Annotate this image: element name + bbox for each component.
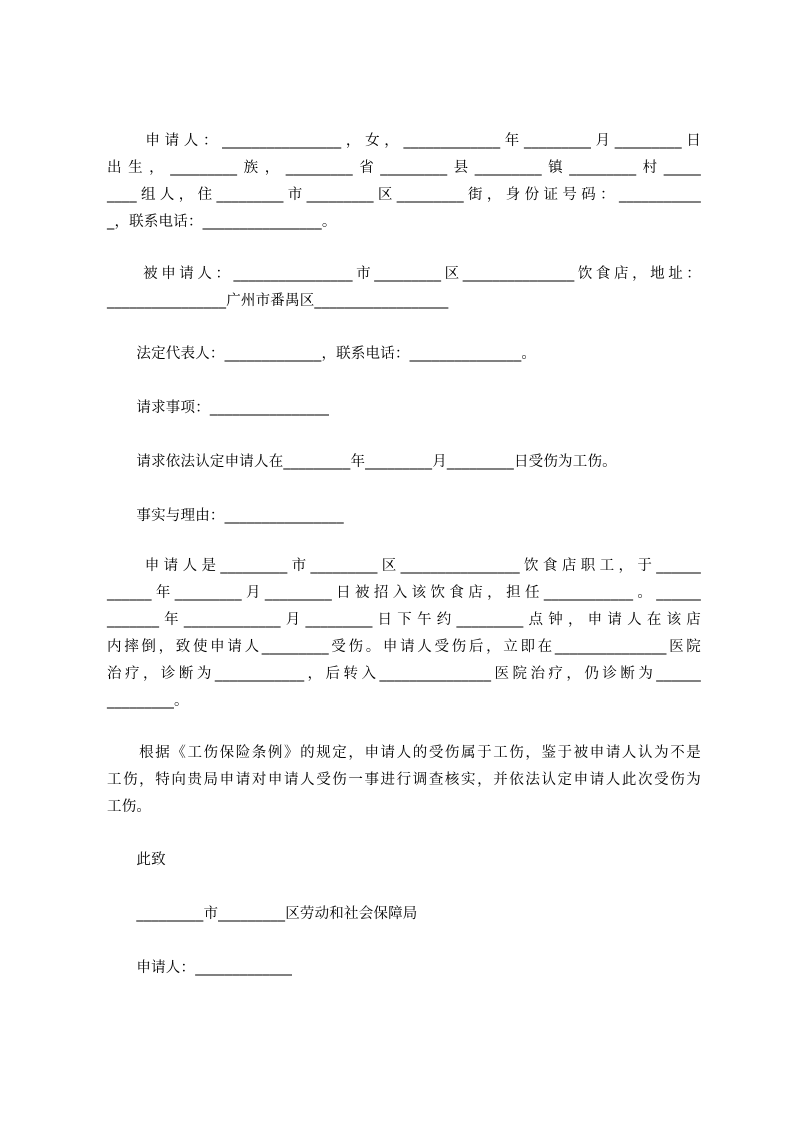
facts-line-3: _______年_____________月_________日下午约_________点钟，申请人在该店 — [107, 612, 701, 628]
request-items-line: 请求事项：________________ — [107, 400, 330, 416]
applicant-line-3: ____组人，住_________市_________区_________街，身份证号码：___________ — [107, 187, 701, 203]
recipient-line: _________市_________区劳动和社会保障局 — [107, 906, 418, 922]
facts-label-line: 事实与理由：________________ — [107, 508, 344, 524]
applicant-line-2: 出生，_________族，_________省_________县_________镇_________村_____ — [107, 160, 701, 176]
respondent-line-1: 被申请人：________________市_________区_______________饮食店，地址： — [107, 266, 701, 282]
request-text-line: 请求依法认定申请人在_________年_________月_________日受伤为工伤。 — [107, 454, 617, 470]
applicant-line-4: _，联系电话：________________。 — [107, 214, 337, 230]
facts-line-4: 内摔倒，致使申请人_________受伤。申请人受伤后，立即在_______________医院 — [107, 639, 701, 655]
facts-line-2: ______年_________月_________日被招入该饮食店，担任____________。______ — [107, 585, 701, 601]
closing-line: 此致 — [107, 852, 166, 868]
facts-line-5: 治疗，诊断为____________，后转入_______________医院治疗，仍诊断为______ — [107, 666, 701, 682]
signature-line: 申请人：_____________ — [107, 960, 293, 976]
basis-line-1: 根据《工伤保险条例》的规定，申请人的受伤属于工伤，鉴于被申请人认为不是 — [107, 745, 701, 761]
respondent-line-2: ________________广州市番禺区__________________ — [107, 293, 449, 309]
legal-representative-line: 法定代表人：_____________，联系电话：_______________。 — [107, 346, 537, 362]
basis-line-3: 工伤。 — [107, 799, 152, 815]
basis-line-2: 工伤，特向贵局申请对申请人受伤一事进行调查核实，并依法认定申请人此次受伤为 — [107, 772, 701, 788]
facts-line-1: 申请人是_________市_________区________________饮食店职工，于______ — [107, 558, 701, 574]
facts-line-6: _________。 — [107, 693, 189, 709]
applicant-line-1: 申请人：________________，女，_____________年_________月_________日 — [107, 133, 701, 149]
